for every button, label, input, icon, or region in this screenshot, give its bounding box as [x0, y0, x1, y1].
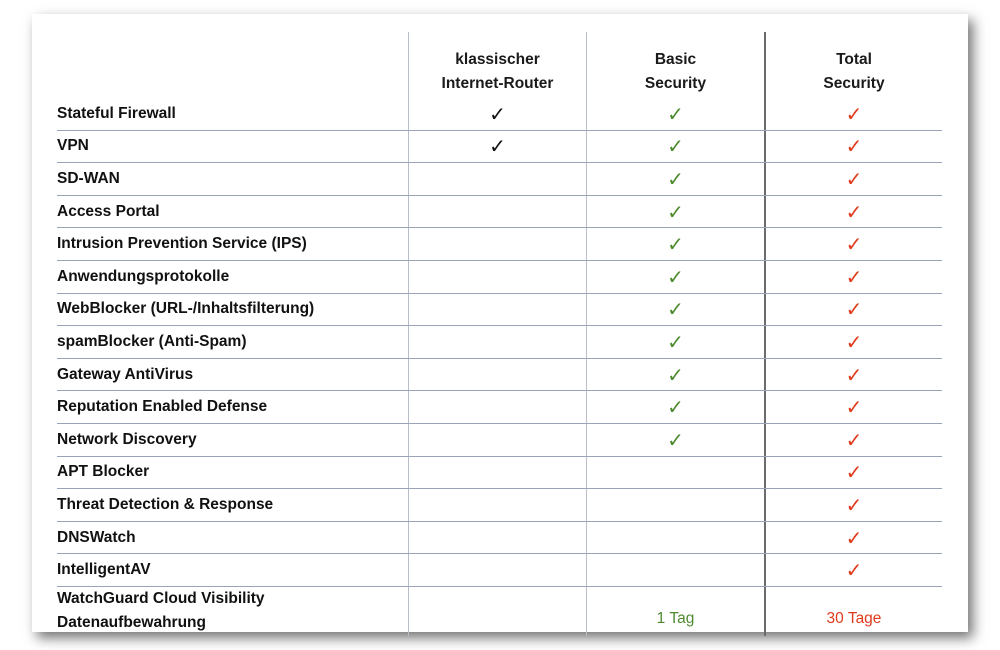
router-support-cell — [408, 457, 586, 489]
checkmark-icon: ✓ — [667, 199, 684, 224]
router-support-cell — [408, 424, 586, 456]
table-row — [57, 522, 942, 555]
basic-support-cell — [586, 359, 764, 391]
checkmark-icon: ✓ — [845, 297, 863, 322]
router-support-cell — [408, 228, 586, 260]
column-header-basic — [586, 32, 764, 98]
total-support-cell — [764, 261, 942, 293]
basic-support-cell — [586, 98, 764, 130]
router-support-cell — [408, 391, 586, 423]
feature-label: Threat Detection & Response — [57, 495, 274, 513]
router-support-cell — [408, 554, 586, 586]
table-row — [57, 163, 942, 196]
basic-support-cell — [586, 196, 764, 228]
total-support-cell — [764, 228, 942, 260]
router-value-cell — [408, 587, 586, 636]
basic-retention-value: 1 Tag — [586, 587, 764, 636]
checkmark-icon: ✓ — [845, 460, 863, 485]
basic-support-cell — [586, 522, 764, 554]
basic-support-cell — [586, 228, 764, 260]
feature-label: IntelligentAV — [57, 561, 151, 579]
feature-label: Access Portal — [57, 202, 160, 220]
checkmark-icon: ✓ — [667, 264, 684, 289]
checkmark-icon: ✓ — [845, 362, 863, 387]
checkmark-icon: ✓ — [845, 427, 863, 452]
checkmark-icon: ✓ — [845, 264, 863, 289]
router-support-cell — [408, 326, 586, 358]
checkmark-icon: ✓ — [489, 134, 506, 159]
feature-label-line2: Datenaufbewahrung — [57, 614, 206, 632]
feature-label: APT Blocker — [57, 463, 150, 481]
total-support-cell — [764, 554, 942, 586]
router-support-cell — [408, 131, 586, 163]
checkmark-icon: ✓ — [845, 395, 863, 420]
checkmark-icon: ✓ — [667, 297, 684, 322]
table-row — [57, 391, 942, 424]
basic-support-cell — [586, 391, 764, 423]
basic-support-cell — [586, 424, 764, 456]
column-header-basic-line2: Security — [644, 75, 707, 92]
feature-label: Gateway AntiVirus — [57, 365, 194, 383]
checkmark-icon: ✓ — [667, 427, 684, 452]
basic-support-cell — [586, 163, 764, 195]
checkmark-icon: ✓ — [845, 558, 863, 583]
basic-support-cell — [586, 131, 764, 163]
table-row — [57, 554, 942, 587]
checkmark-icon: ✓ — [845, 166, 863, 191]
basic-support-cell — [586, 294, 764, 326]
basic-support-cell — [586, 489, 764, 521]
feature-label: Anwendungsprotokolle — [57, 267, 230, 285]
column-header-total-line2: Security — [823, 75, 885, 92]
checkmark-icon: ✓ — [667, 101, 684, 126]
router-support-cell — [408, 196, 586, 228]
table-row — [57, 98, 942, 131]
table-row — [57, 326, 942, 359]
checkmark-icon: ✓ — [845, 134, 863, 159]
checkmark-icon: ✓ — [489, 101, 506, 126]
checkmark-icon: ✓ — [667, 134, 684, 159]
comparison-card — [32, 14, 968, 632]
feature-label: WebBlocker (URL-/Inhaltsfilterung) — [57, 300, 315, 318]
checkmark-icon: ✓ — [845, 101, 863, 126]
checkmark-icon: ✓ — [667, 232, 684, 257]
total-support-cell — [764, 489, 942, 521]
column-header-total-line1: Total — [836, 51, 872, 68]
feature-label: Reputation Enabled Defense — [57, 398, 268, 416]
table-row — [57, 131, 942, 164]
total-support-cell — [764, 131, 942, 163]
total-support-cell — [764, 98, 942, 130]
checkmark-icon: ✓ — [845, 199, 863, 224]
feature-label: Network Discovery — [57, 430, 197, 448]
column-header-basic-line1: Basic — [654, 51, 697, 68]
table-row-cloud-visibility — [57, 587, 942, 636]
column-header-total — [764, 32, 942, 98]
feature-label: SD-WAN — [57, 169, 120, 187]
column-header-router — [408, 32, 586, 98]
table-row — [57, 489, 942, 522]
checkmark-icon: ✓ — [845, 492, 863, 517]
total-support-cell — [764, 391, 942, 423]
header-empty-cell — [57, 32, 408, 98]
checkmark-icon: ✓ — [667, 362, 684, 387]
router-support-cell — [408, 98, 586, 130]
router-support-cell — [408, 359, 586, 391]
total-support-cell — [764, 196, 942, 228]
basic-support-cell — [586, 261, 764, 293]
checkmark-icon: ✓ — [845, 525, 863, 550]
router-support-cell — [408, 294, 586, 326]
checkmark-icon: ✓ — [667, 329, 684, 354]
feature-label-line1: WatchGuard Cloud Visibility — [57, 590, 265, 608]
router-support-cell — [408, 163, 586, 195]
feature-label: spamBlocker (Anti-Spam) — [57, 332, 247, 350]
checkmark-icon: ✓ — [845, 232, 863, 257]
column-header-router-line2: Internet-Router — [441, 75, 554, 92]
feature-label: Intrusion Prevention Service (IPS) — [57, 235, 307, 253]
feature-label — [57, 587, 408, 636]
total-support-cell — [764, 457, 942, 489]
table-row — [57, 261, 942, 294]
total-support-cell — [764, 294, 942, 326]
total-support-cell — [764, 163, 942, 195]
feature-comparison-table — [57, 32, 942, 636]
total-retention-value: 30 Tage — [764, 587, 942, 636]
total-support-cell — [764, 522, 942, 554]
table-row — [57, 196, 942, 229]
checkmark-icon: ✓ — [845, 329, 863, 354]
router-support-cell — [408, 261, 586, 293]
feature-label: VPN — [57, 137, 89, 155]
table-header-row — [57, 32, 942, 98]
total-support-cell — [764, 424, 942, 456]
basic-support-cell — [586, 326, 764, 358]
table-row — [57, 294, 942, 327]
column-header-router-line1: klassischer — [455, 51, 540, 68]
router-support-cell — [408, 522, 586, 554]
total-support-cell — [764, 359, 942, 391]
checkmark-icon: ✓ — [667, 166, 684, 191]
router-support-cell — [408, 489, 586, 521]
checkmark-icon: ✓ — [667, 395, 684, 420]
feature-label: DNSWatch — [57, 528, 136, 546]
table-row — [57, 359, 942, 392]
total-support-cell — [764, 326, 942, 358]
basic-support-cell — [586, 554, 764, 586]
basic-support-cell — [586, 457, 764, 489]
table-row — [57, 228, 942, 261]
table-row — [57, 457, 942, 490]
table-row — [57, 424, 942, 457]
feature-label: Stateful Firewall — [57, 104, 176, 122]
